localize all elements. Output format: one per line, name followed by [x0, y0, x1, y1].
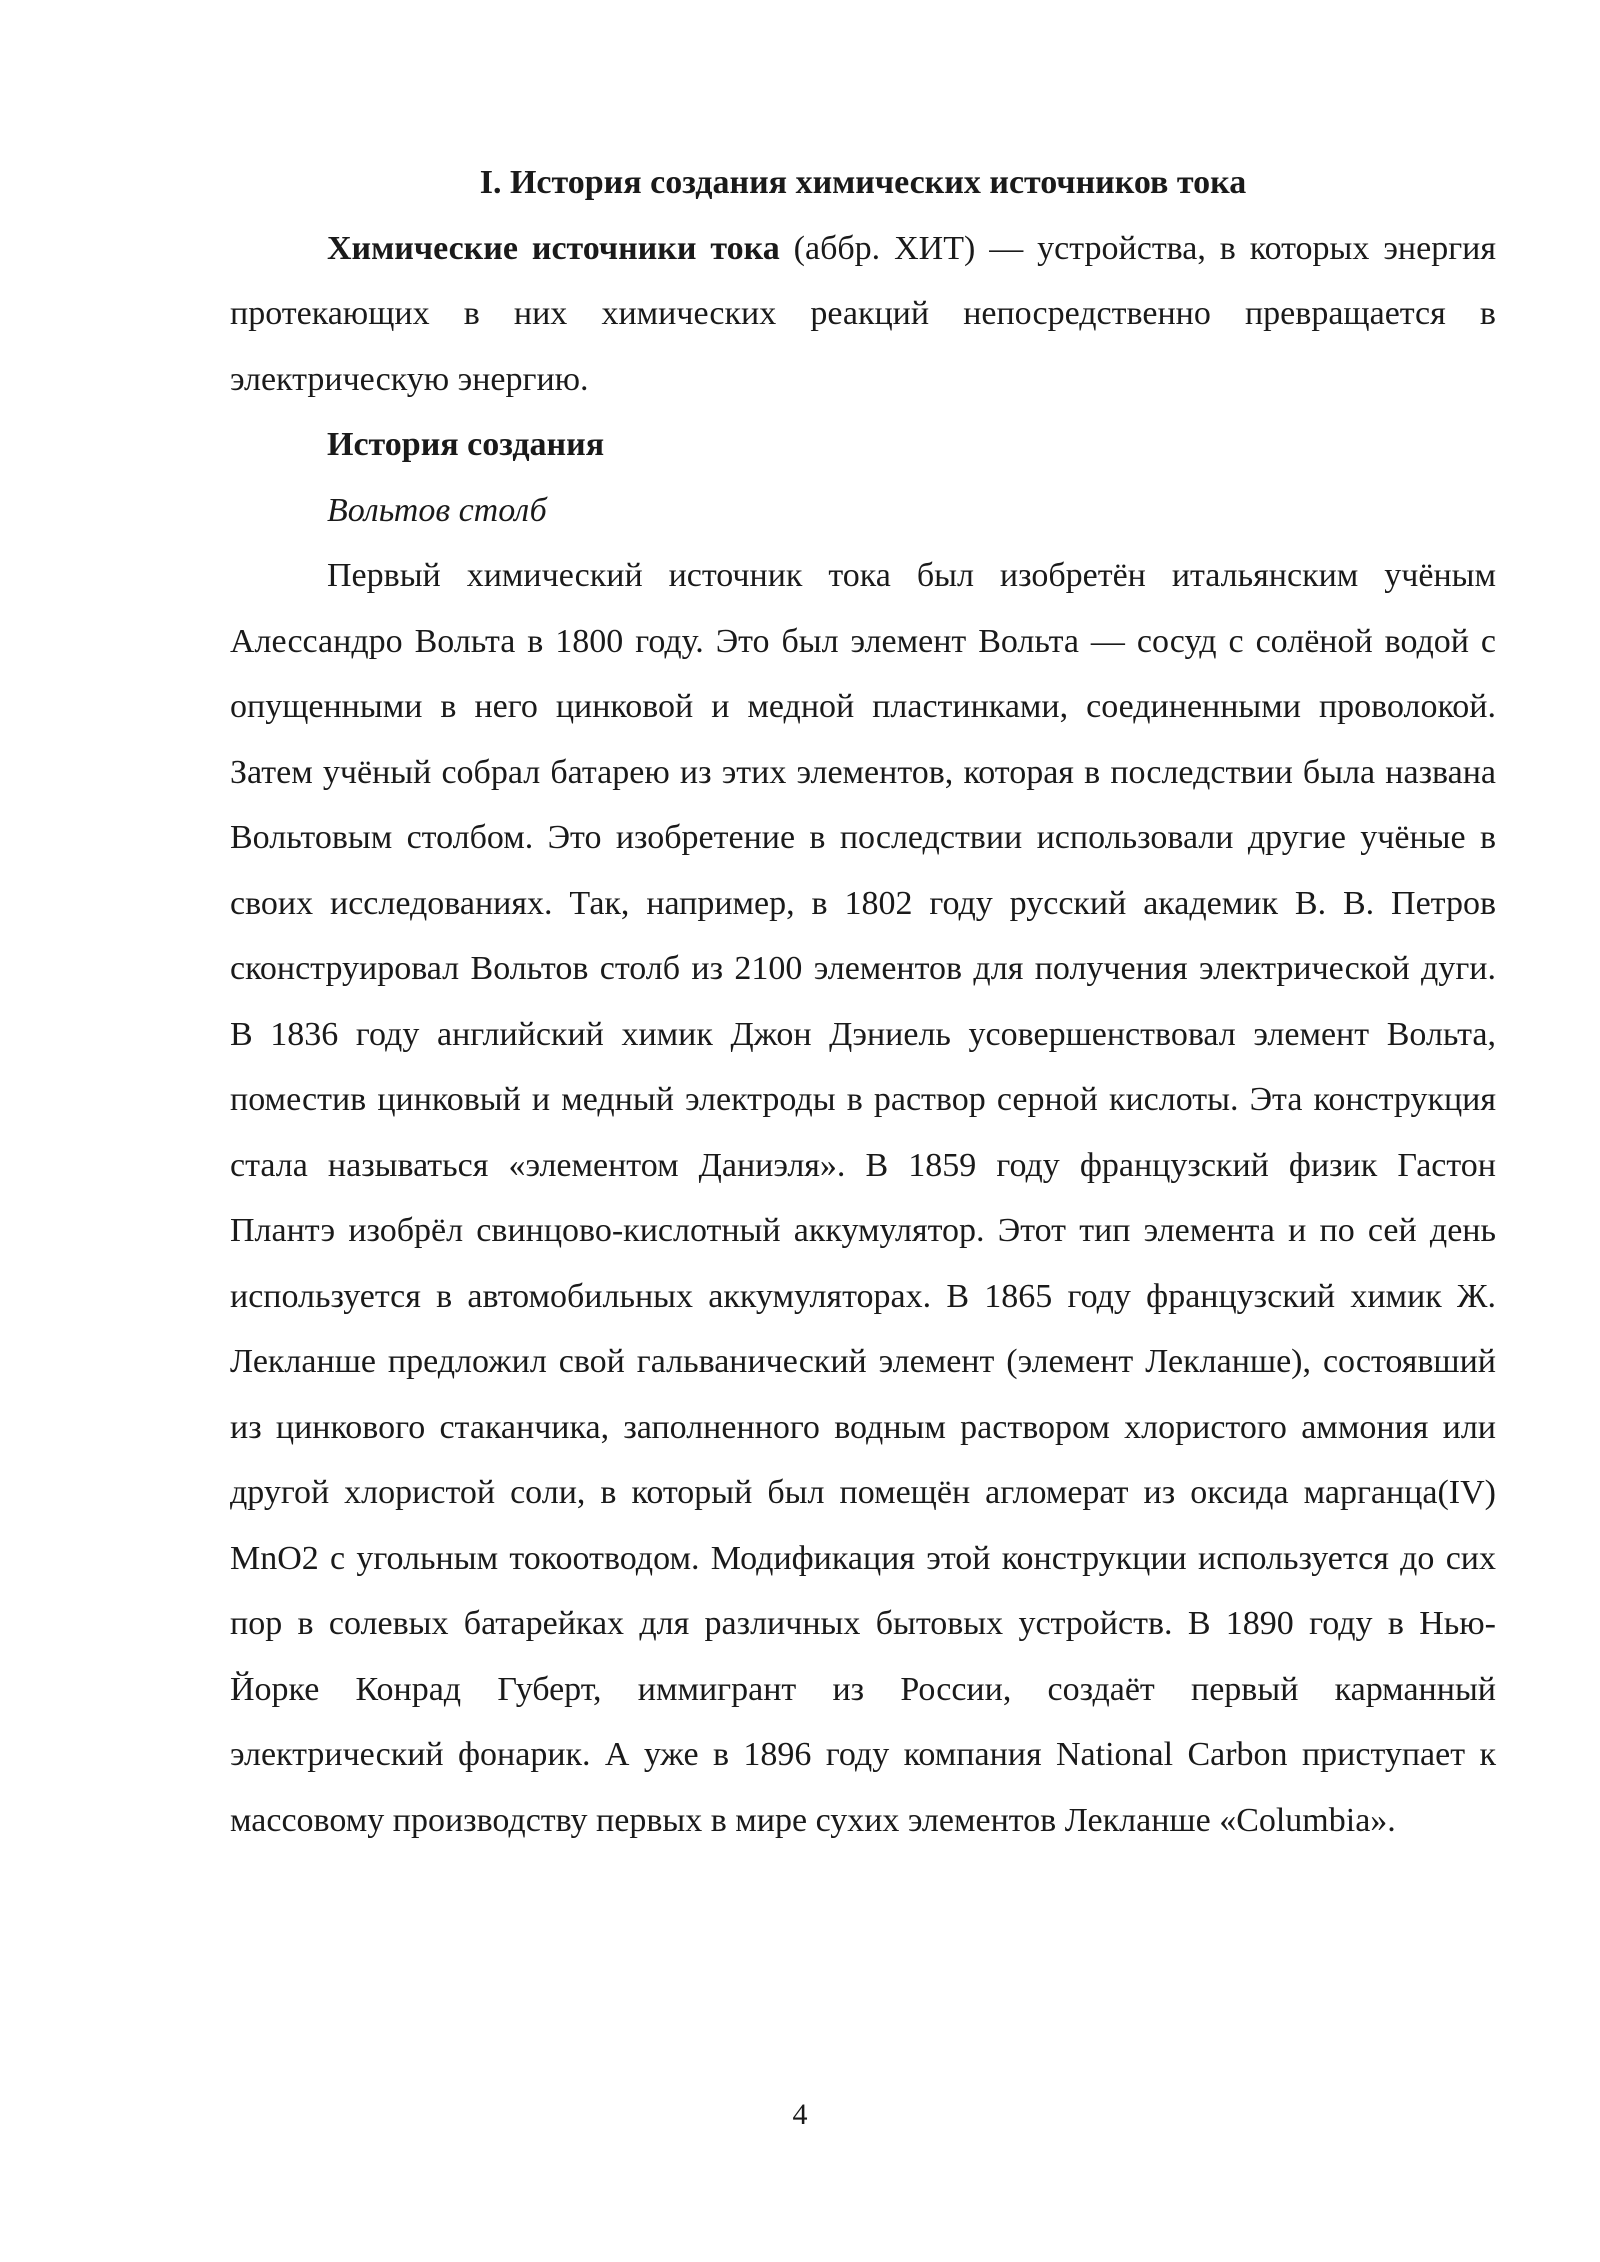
definition-text: (аббр. ХИТ) — устройства, в которых энергия протекающих в них химических реакций непосредственно превращается в электрическую энергию. — [230, 229, 1496, 398]
definition-paragraph — [230, 216, 1496, 413]
subsubheading: Вольтов столб — [327, 491, 547, 529]
subheading: История создания — [327, 426, 605, 463]
section-title: I. История создания химических источников тока — [479, 164, 1247, 201]
body-paragraph: Первый химический источник тока был изобретён итальянским учёным Алессандро Вольта в 1800 году. Это был элемент Вольта — сосуд с солёной водой с опущенными в него цинковой и медной пластинками, соединенными проволокой. Затем учёный собрал батарею из этих элементов, которая в последствии была названа Вольтовым столбом. Это изобретение в последствии использовали другие учёные в своих исследованиях. Так, например, в 1802 году русский академик В. В. Петров сконструировал Вольтов столб из 2100 элементов для получения электрической дуги. В 1836 году английский химик Джон Дэниель усовершенствовал элемент Вольта, поместив цинковый и медный электроды в раствор серной кислоты. Эта конструкция стала называться «элементом Даниэля». В 1859 году французский физик Гастон Плантэ изобрёл свинцово-кислотный аккумулятор. Этот тип элемента и по сей день используется в автомобильных аккумуляторах. В 1865 году французский химик Ж. Лекланше предложил свой гальванический элемент (элемент Лекланше), состоявший из цинкового стаканчика, заполненного водным раствором хлористого аммония или другой хлористой соли, в который был помещён агломерат из оксида марганца(IV) MnO2 с угольным токоотводом. Модификация этой конструкции используется до сих пор в солевых батарейках для различных бытовых устройств. В 1890 году в Нью-Йорке Конрад Губерт, иммигрант из России, создаёт первый карманный электрический фонарик. А уже в 1896 году компания National Carbon приступает к массовому производству первых в мире сухих элементов Лекланше «Columbia». — [230, 557, 1496, 1839]
page-number: 4 — [792, 2098, 808, 2131]
definition-term: Химические источники тока — [327, 229, 780, 267]
document-page — [230, 150, 1496, 1853]
